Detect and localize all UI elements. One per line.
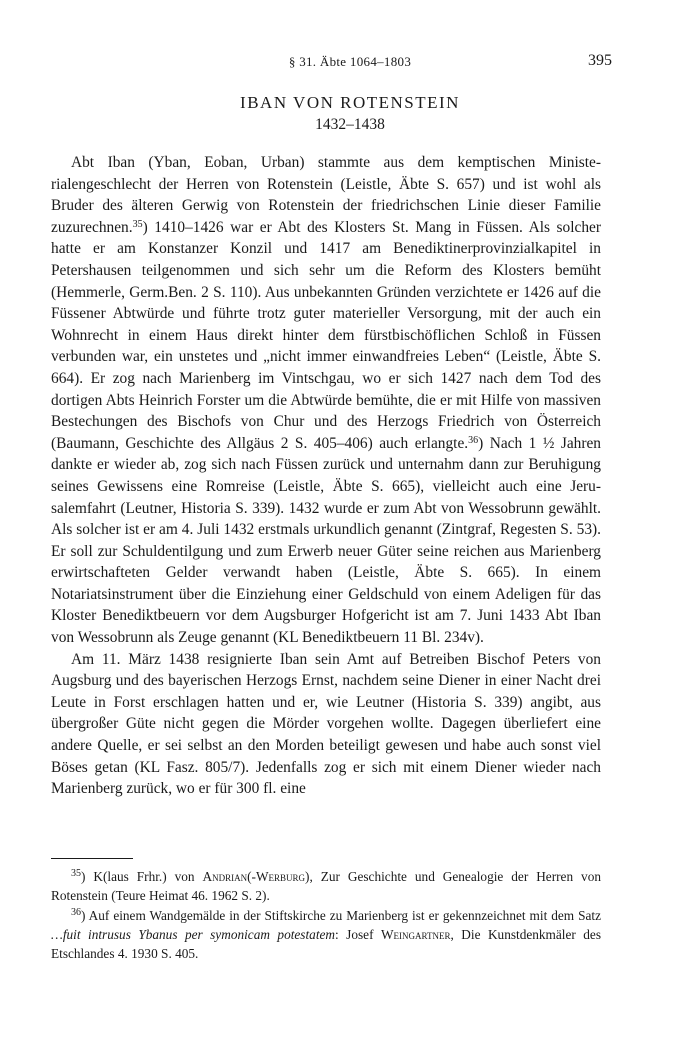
footnote-36: [51, 906, 601, 963]
footnote-35-number: 35: [71, 868, 81, 879]
paragraph-2: Am 11. März 1438 resignierte Iban sein Amt auf Betreiben Bischof Peters von Augsburg und des bayerischen Herzogs Ernst, nachdem seine Diener in einer Nacht drei Leute in Forst erschlagen hatten und er, wie Leutner (Historia S. 339) angibt, aus übergroßer Güte nicht gegen die Mörder vorgehen wollte. Dagegen überliefert eine andere Quelle, er sei selbst an den Morden beteiligt gewesen und habe auch sonst viel Böses getan (KL Fasz. 805/7). Jedenfalls zog er sich mit einem Diener wieder nach Marienberg zurück, wo er für 300 fl. eine: [51, 650, 601, 798]
paragraph-1-part-c: ) Nach 1 ½ Jahren dankte er wieder ab, zog sich nach Füssen zurück und unternahm dann zur Beruhigung seines Gewissens eine Romreise (Leistle, Äbte S. 665), vielleicht auch eine Jerusalemfahrt (Leutner, Historia S. 339). 1432 wurde er zum Abt von Wessobrunn gewählt. Als solcher ist er am 4. Juli 1432 erstmals urkundlich genannt (Zintgraf, Regesten S. 53). Er soll zur Schuldentilgung und zum Erwerb neuer Güter seine reichen aus Marienberg erwirtschafteten Gelder verwandt haben (Leistle, Äbte S. 665). In einem Notariatsinstrument über die Einziehung einer Geldschuld von einem Adeligen für das Kloster Benediktbeuern vor dem Augsburger Hofgericht ist am 7. Juni 1433 Abt Iban von Wessobrunn als Zeuge genannt (KL Benediktbeuern 11 Bl. 234v).: [51, 434, 601, 647]
paragraph-1-part-b: ) 1410–1426 war er Abt des Klosters St. Mang in Füssen. Als solcher hatte er am Konstanzer Konzil und 1417 am Benediktinerprovinzialkapitel in Petershausen teilgenommen und sich sehr um die Reform des Klosters bemüht (Hemmerle, Germ.Ben. 2 S. 110). Aus unbekannten Gründen verzichtete er 1426 auf die Füssener Abtwürde und führte trotz guter materieller Versorgung, mit der auch ein Wohnrecht in einem Haus direkt hinter dem fürstbischöflichen Schloß in Füssen verbunden war, ein unstetes und „nicht immer einwandfreies Leben“ (Leistle, Äbte S. 664). Er zog nach Marienberg im Vintschgau, wo er sich 1427 nach dem Tod des dortigen Abts Heinrich Forster um die Abtwürde bemühte, die er mit Hilfe von massiven Bestechungen des Bischofs von Chur und des Herzogs Friedrich von Österreich (Baumann, Geschichte des Allgäus 2 S. 405–406) auch erlangte.: [51, 218, 601, 452]
footnote-35-text-b: , Zur Geschichte und Genealogie der Herren von Rotenstein (Teure Heimat 46. 1962 S. 2).: [51, 869, 601, 903]
footnote-ref-35[interactable]: 35: [132, 218, 143, 230]
footnote-36-text-b: : Josef: [335, 927, 381, 942]
footnote-36-text-c: , Die Kunstdenkmäler des Etschlandes 4. 1930 S. 405.: [51, 927, 602, 961]
running-head-title: § 31. Äbte 1064–1803: [288, 54, 412, 69]
footnote-36-number: 36: [71, 907, 81, 918]
footnote-36-text-a: ) Auf einem Wandgemälde in der Stiftskirche zu Marienberg ist er gekennzeichnet mit dem Satz: [81, 908, 601, 923]
footnotes: [51, 867, 601, 964]
footnote-35-text-a: ) K(laus Frhr.) von: [81, 869, 203, 884]
section-heading: [0, 92, 700, 136]
page-number: 395: [588, 52, 612, 69]
footnote-36-latin-quote: …fuit intrusus Ybanus per symonicam potestatem: [51, 927, 336, 942]
footnote-separator: [51, 858, 133, 859]
footnote-36-author: Weingartner: [380, 927, 451, 942]
abbot-tenure-years: 1432–1438: [315, 116, 385, 133]
paragraph-1: [51, 152, 601, 649]
paragraph-1-part-a: Abt Iban (Yban, Eoban, Urban) stammte aus dem kemptischen Ministerialengeschlecht der Herren von Rotenstein (Leistle, Äbte S. 657) und ist wohl als Bruder des älteren Gerwig von Rotenstein der friedrichschen Linie dieser Familie zuzurechnen.: [51, 154, 601, 236]
footnote-35-author: Andrian(-Werburg): [202, 869, 310, 884]
footnote-ref-36[interactable]: 36: [468, 434, 479, 446]
body-text: [51, 152, 601, 800]
footnote-35: [51, 867, 601, 905]
running-head: [0, 54, 700, 74]
abbot-name-heading: IBAN VON ROTENSTEIN: [240, 93, 460, 112]
